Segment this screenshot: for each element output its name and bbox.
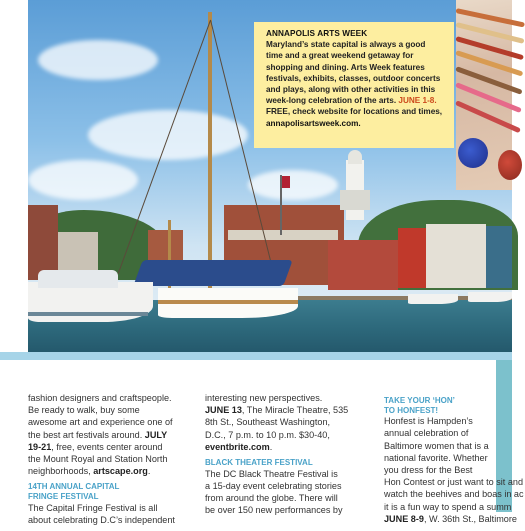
heading-line: FRINGE FESTIVAL bbox=[28, 492, 99, 502]
event-dates: JUNE 8-9 bbox=[384, 513, 424, 524]
small-boat bbox=[408, 294, 458, 304]
paragraph bbox=[384, 415, 524, 525]
section-heading: BLACK THEATER FESTIVAL bbox=[205, 458, 313, 468]
building bbox=[486, 226, 512, 288]
paragraph bbox=[205, 468, 353, 517]
arts-week-infobox bbox=[254, 22, 454, 148]
paragraph bbox=[205, 392, 353, 453]
paint-palette-decoration bbox=[456, 0, 512, 190]
cloud bbox=[248, 170, 338, 200]
furled-sail bbox=[133, 260, 292, 286]
building bbox=[398, 228, 426, 288]
text: . bbox=[147, 466, 151, 477]
heading-line: TO HONFEST! bbox=[384, 405, 439, 415]
infobox-heading: ANNAPOLIS ARTS WEEK bbox=[266, 29, 368, 38]
building-trim bbox=[228, 230, 338, 240]
small-boat bbox=[468, 292, 512, 302]
cloud bbox=[28, 160, 138, 200]
separator-band bbox=[0, 352, 512, 360]
motorboat-hull bbox=[28, 282, 153, 322]
heading-line: 14TH ANNUAL CAPITAL bbox=[28, 482, 120, 492]
section-heading bbox=[384, 396, 512, 415]
dome-top bbox=[348, 150, 362, 164]
text: national favorite. Whether bbox=[384, 452, 488, 463]
text: Hon Contest or just want to sit and bbox=[384, 477, 524, 488]
blue-paint-cup bbox=[458, 138, 488, 168]
building bbox=[328, 240, 398, 290]
text: The Capital Fringe Festival is all bbox=[28, 502, 158, 513]
text: annual celebration of bbox=[384, 428, 469, 439]
dome-drum bbox=[340, 190, 370, 210]
event-dates: JUNE 13 bbox=[205, 405, 242, 416]
text: watch the beehives and boas in ac bbox=[384, 489, 524, 500]
infobox-tail: FREE, check website for locations and times, bbox=[266, 107, 443, 117]
flag bbox=[282, 176, 290, 188]
infobox-url[interactable]: annapolisartsweek.com. bbox=[266, 118, 361, 128]
text: , The Miracle Theatre, 535 8th St., Southeast Washington, D.C., 7 p.m. to 10 p.m. $30-40, bbox=[205, 405, 349, 440]
text: about celebrating D.C’s independent bbox=[28, 514, 175, 525]
building bbox=[426, 224, 486, 288]
text: , free, events center around the Mount Royal and Station North neighborhoods, bbox=[28, 441, 168, 477]
text: a 15-day event celebrating stories bbox=[205, 480, 342, 491]
article-column-1 bbox=[28, 392, 176, 531]
infobox-body: Maryland’s state capital is always a good time and a great weekend getaway for shopping and dining. Arts Week features festivals, exhibits, classes, outdoor concerts and plays, along with other activities in this week-long celebration of the arts. bbox=[266, 40, 441, 106]
boat-stripe bbox=[28, 312, 148, 316]
text: fashion designers and craftspeople. Be ready to walk, buy some awesome art and experience one of the best art festivals around. bbox=[28, 393, 173, 440]
heading-line: TAKE YOUR ‘HON’ bbox=[384, 396, 455, 405]
text: be over 150 new performances by bbox=[205, 505, 343, 516]
event-url[interactable]: eventbrite.com bbox=[205, 441, 270, 452]
text: you dress for the Best bbox=[384, 465, 473, 475]
cloud bbox=[38, 40, 158, 80]
event-url[interactable]: artscape.org bbox=[93, 466, 148, 477]
paragraph bbox=[28, 392, 176, 477]
section-heading bbox=[28, 482, 176, 501]
motorboat-cabin bbox=[38, 270, 118, 288]
text: Honfest is Hampden’s bbox=[384, 416, 473, 427]
article-column-3 bbox=[384, 396, 524, 530]
event-dates: JULY 19-21 bbox=[28, 429, 168, 452]
infobox-dates: JUNE 1-8. bbox=[398, 96, 437, 106]
text: interesting new perspectives. bbox=[205, 393, 323, 403]
infobox-text bbox=[266, 28, 444, 129]
article-column-2 bbox=[205, 392, 353, 521]
text: it is a fun way to spend a summ bbox=[384, 501, 512, 512]
text: . bbox=[269, 441, 273, 452]
building bbox=[28, 205, 58, 280]
hull-stripe bbox=[158, 300, 298, 304]
text: , W. 36th St., Baltimore bbox=[423, 513, 517, 524]
paragraph bbox=[28, 502, 176, 526]
text: from around the globe. There will bbox=[205, 493, 338, 504]
text: The DC Black Theatre Festival is bbox=[205, 468, 338, 479]
text: Baltimore women that is a bbox=[384, 440, 489, 451]
red-paint-cup bbox=[498, 150, 522, 180]
mast bbox=[208, 12, 212, 302]
